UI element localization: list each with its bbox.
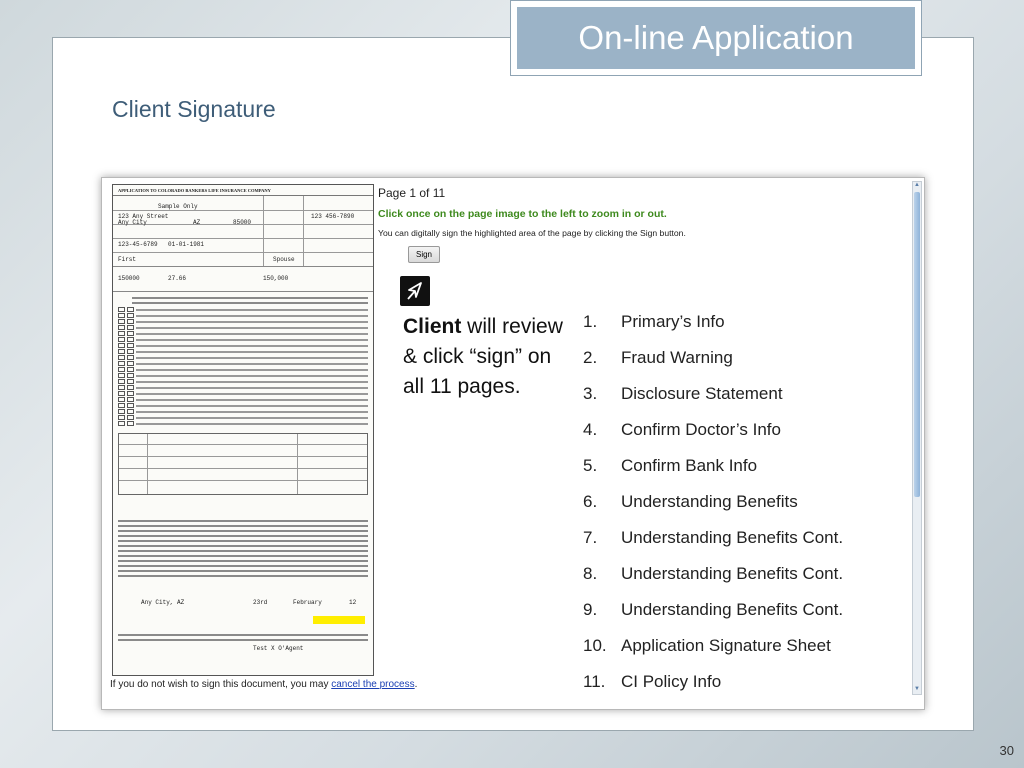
document-header: APPLICATION TO COLORADO BANKERS LIFE INSURANCE COMPANY — [113, 185, 373, 196]
beneficiary-field: First — [118, 256, 137, 263]
slide-title: On-line Application — [517, 7, 915, 69]
sign-instruction: You can digitally sign the highlighted area of the page by clicking the Sign button. — [378, 228, 686, 238]
applicant-info-grid — [113, 196, 373, 267]
list-item: 5. Confirm Bank Info — [583, 456, 758, 475]
state-field: AZ — [193, 219, 201, 226]
disclosure-text — [118, 517, 368, 580]
cancel-row — [110, 679, 417, 690]
signed-city-field: Any City, AZ — [141, 599, 185, 606]
client-callout — [403, 312, 563, 402]
dob-field: 01-01-1981 — [168, 241, 205, 248]
list-item: 2. Fraud Warning — [583, 348, 733, 367]
list-item: 8. Understanding Benefits Cont. — [583, 564, 844, 583]
list-item: 3. Disclosure Statement — [583, 384, 783, 403]
sign-button[interactable]: Sign — [408, 246, 440, 263]
coverage-grid — [113, 267, 373, 292]
city-field: Any City — [118, 219, 147, 226]
premium-field: 27.66 — [168, 275, 187, 282]
month-field: February — [293, 599, 322, 606]
list-item: 6. Understanding Benefits — [583, 492, 798, 511]
page-indicator: Page 1 of 11 — [378, 186, 446, 200]
zoom-instruction: Click once on the page image to the left to zoom in or out. — [378, 208, 667, 220]
ssn-field: 123-45-6789 — [118, 241, 158, 248]
zip-field: 85000 — [233, 219, 252, 226]
scroll-thumb[interactable] — [914, 192, 920, 497]
slide-page-number: 30 — [999, 743, 1014, 758]
list-item: 11. CI Policy Info — [583, 672, 722, 691]
list-item: 4. Confirm Doctor’s Info — [583, 420, 781, 439]
list-item: 10. Application Signature Sheet — [583, 636, 831, 655]
address-field: 123 Any Street — [118, 213, 169, 220]
insured-name-field: Sample Only — [158, 203, 198, 210]
slide-subtitle: Client Signature — [112, 96, 276, 122]
list-item: 7. Understanding Benefits Cont. — [583, 528, 844, 547]
signature-lines — [118, 631, 368, 644]
scroll-down-icon[interactable]: ▼ — [914, 686, 920, 692]
document-page-image[interactable] — [112, 184, 374, 676]
title-frame — [510, 0, 922, 76]
cancel-prefix: If you do not wish to sign this document, you may — [110, 679, 329, 690]
scroll-up-icon[interactable]: ▲ — [914, 182, 920, 188]
face-amount-field: 150,000 — [263, 275, 289, 282]
cursor-arrow-icon — [400, 276, 430, 306]
cancel-suffix: . — [414, 679, 418, 690]
year-field: 12 — [349, 599, 357, 606]
list-item: 9. Understanding Benefits Cont. — [583, 600, 844, 619]
client-callout-text: will review & click “sign” on all 11 pages. — [403, 315, 563, 398]
client-callout-bold: Client — [403, 315, 462, 338]
medical-questions — [113, 292, 373, 429]
phone-field: 123 456-7890 — [311, 213, 355, 220]
cancel-process-link[interactable]: cancel the process — [331, 679, 415, 690]
relation-field: Spouse — [273, 256, 295, 263]
amount-field: 150000 — [118, 275, 140, 282]
list-item: 1. Primary’s Info — [583, 312, 725, 331]
signature-steps-list — [583, 312, 843, 708]
signature-highlight-area[interactable] — [313, 616, 365, 624]
day-field: 23rd — [253, 599, 268, 606]
viewer-scrollbar[interactable] — [912, 181, 922, 695]
physician-table — [118, 433, 368, 495]
agent-name-field: Test X O'Agent — [253, 645, 304, 652]
